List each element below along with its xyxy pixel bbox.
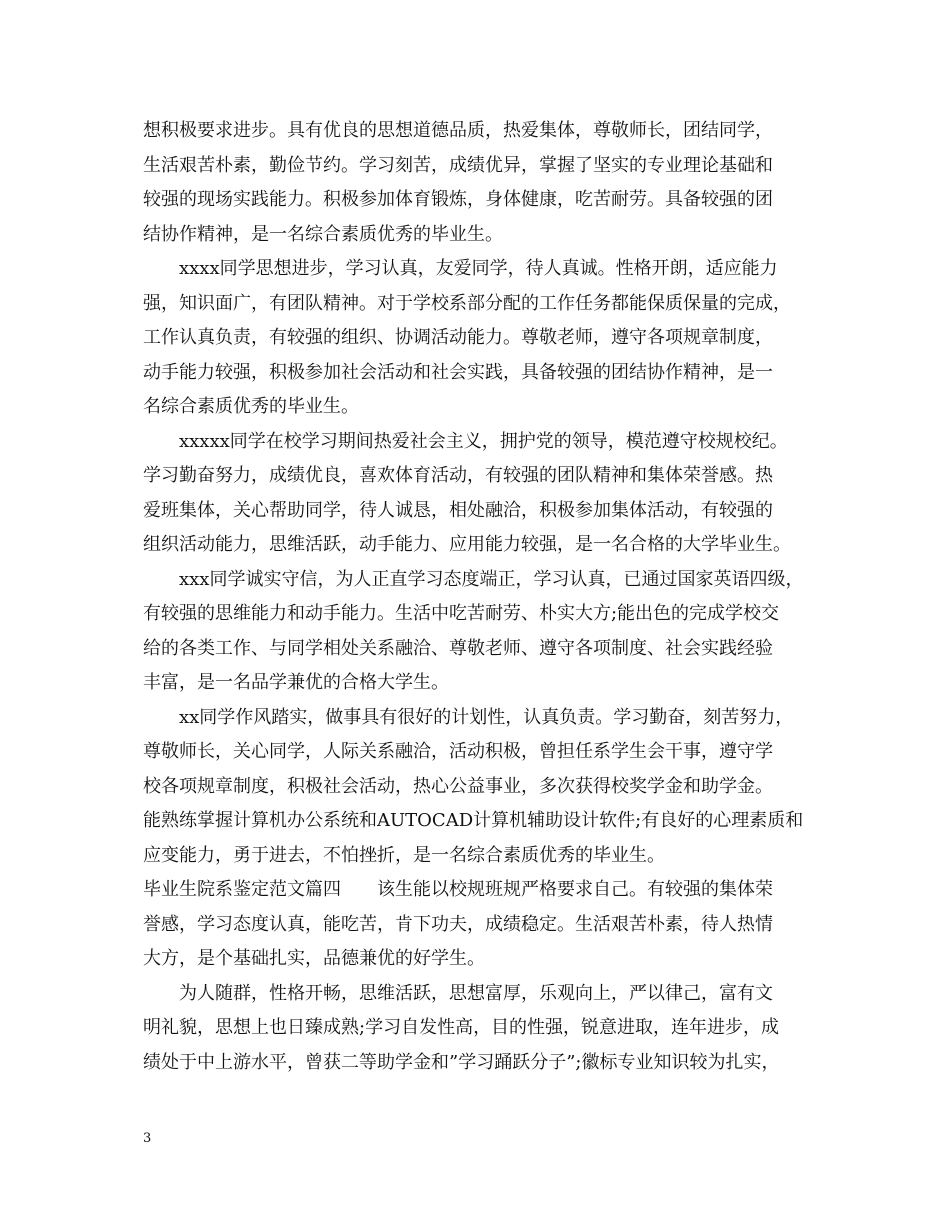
line-text: xx同学作风踏实，做事具有很好的计划性，认真负责。学习勤奋，刻苦努力， xyxy=(179,706,794,728)
text-line xyxy=(143,666,823,701)
line-text: 组织活动能力，思维活跃，动手能力、应用能力较强，是一名合格的大学毕业生。 xyxy=(143,534,791,555)
text-line xyxy=(143,804,823,839)
line-text: 绩处于中上游水平，曾获二等助学金和”学习踊跃分子”;徽标专业知识较为扎实， xyxy=(143,1051,780,1073)
line-text: 为人随群，性格开畅，思维活跃，思想富厚，乐观向上，严以律己，富有文 xyxy=(179,982,773,1004)
line-text: 应变能力，勇于进去，不怕挫折，是一名综合素质优秀的毕业生。 xyxy=(143,844,665,866)
text-line xyxy=(143,632,823,667)
text-line xyxy=(143,252,823,287)
line-text: 誉感，学习态度认真，能吃苦，肯下功夫，成绩稳定。生活艰苦朴素，待人热情 xyxy=(143,913,773,935)
text-line xyxy=(143,770,823,805)
line-text: 结协作精神，是一名综合素质优秀的毕业生。 xyxy=(143,223,503,245)
line-text: 尊敬师长，关心同学，人际关系融洽，活动积极，曾担任系学生会干事，遵守学 xyxy=(143,741,773,762)
text-line xyxy=(143,218,823,253)
line-text: 校各项规章制度，积极社会活动，热心公益事业，多次获得校奖学金和助学金。 xyxy=(143,775,773,797)
line-text: 明礼貌，思想上也日臻成熟;学习自发性高，目的性强，锐意进取，连年进步，成 xyxy=(143,1017,780,1038)
line-text: 给的各类工作、与同学相处关系融洽、尊敬老师、遵守各项制度、社会实践经验 xyxy=(143,637,773,659)
text-line xyxy=(143,563,823,598)
document-body xyxy=(143,114,823,1080)
text-line xyxy=(143,459,823,494)
line-text: 名综合素质优秀的毕业生。 xyxy=(143,396,359,417)
section-heading: 毕业生院系鉴定范文篇四 xyxy=(143,879,341,900)
line-text: 该生能以校规班规严格要求自己。有较强的集体荣 xyxy=(377,879,773,900)
text-line xyxy=(143,528,823,563)
line-text: xxxxx同学在校学习期间热爱社会主义，拥护党的领导，模范遵守校规校纪。 xyxy=(179,430,788,452)
line-text: 丰富，是一名品学兼优的合格大学生。 xyxy=(143,672,449,693)
line-text: 动手能力较强，积极参加社会活动和社会实践，具备较强的团结协作精神，是一 xyxy=(143,361,773,383)
text-line xyxy=(143,494,823,529)
line-text: 较强的现场实践能力。积极参加体育锻炼，身体健康，吃苦耐劳。具备较强的团 xyxy=(143,189,773,210)
text-line xyxy=(143,1046,823,1081)
text-line xyxy=(143,977,823,1012)
line-text: xxxx同学思想进步，学习认真，友爱同学，待人真诚。性格开朗，适应能力 xyxy=(179,258,778,279)
line-text: 工作认真负责，有较强的组织、协调活动能力。尊敬老师，遵守各项规章制度， xyxy=(143,327,773,348)
line-text: 能熟练掌握计算机办公系统和AUTOCAD计算机辅助设计软件;有良好的心理素质和 xyxy=(143,810,804,831)
text-line xyxy=(143,287,823,322)
line-text: 学习勤奋努力，成绩优良，喜欢体育活动，有较强的团队精神和集体荣誉感。热 xyxy=(143,465,773,486)
line-text: 爱班集体，关心帮助同学，待人诚恳，相处融洽，积极参加集体活动，有较强的 xyxy=(143,499,773,521)
text-line xyxy=(143,839,823,874)
text-line xyxy=(143,149,823,184)
text-line xyxy=(143,114,823,149)
text-line xyxy=(143,183,823,218)
page-number: 3 xyxy=(143,1131,152,1146)
text-line xyxy=(143,1011,823,1046)
line-text: 生活艰苦朴素，勤俭节约。学习刻苦，成绩优异，掌握了坚实的专业理论基础和 xyxy=(143,154,773,176)
text-line xyxy=(143,908,823,943)
text-line xyxy=(143,735,823,770)
text-line xyxy=(143,597,823,632)
text-line xyxy=(143,873,823,908)
text-line xyxy=(143,425,823,460)
text-line xyxy=(143,390,823,425)
text-line xyxy=(143,321,823,356)
line-text: 想积极要求进步。具有优良的思想道德品质，热爱集体，尊敬师长，团结同学， xyxy=(143,120,773,141)
line-text: 强，知识面广，有团队精神。对于学校系部分配的工作任务都能保质保量的完成， xyxy=(143,292,791,314)
text-line xyxy=(143,701,823,736)
line-text: 有较强的思维能力和动手能力。生活中吃苦耐劳、朴实大方;能出色的完成学校交 xyxy=(143,603,780,624)
text-line xyxy=(143,356,823,391)
line-text: 大方，是个基础扎实，品德兼优的好学生。 xyxy=(143,948,485,969)
line-text: xxx同学诚实守信，为人正直学习态度端正，学习认真，已通过国家英语四级， xyxy=(179,568,804,590)
text-line xyxy=(143,942,823,977)
